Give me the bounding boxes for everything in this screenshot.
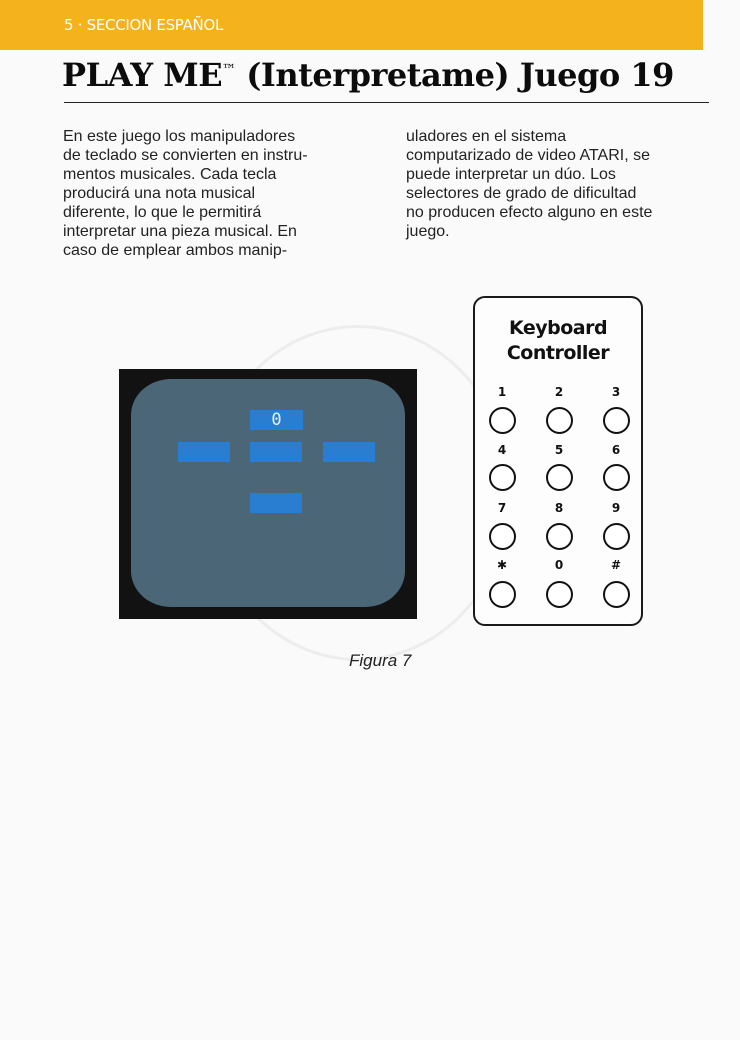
- note-digit: 0: [271, 410, 282, 430]
- text-line: En este juego los manipuladores: [63, 128, 296, 145]
- key-label: 4: [497, 443, 507, 457]
- key-label: 2: [554, 385, 564, 399]
- figure-caption: Figura 7: [349, 651, 412, 670]
- title-main: PLAY ME: [62, 56, 223, 94]
- text-line: computarizado de video ATARI, se: [406, 147, 650, 164]
- keypad-title-line1: Keyboard: [508, 317, 608, 339]
- text-column-left: [63, 127, 308, 260]
- key-label: 3: [611, 385, 621, 399]
- key-button: [489, 407, 516, 434]
- text-line: interpretar una pieza musical. En: [63, 223, 297, 240]
- note-block-bottom: [250, 493, 302, 513]
- key-button: [546, 407, 573, 434]
- key-button: [489, 523, 516, 550]
- note-block-left: [178, 442, 230, 462]
- note-block-top: [250, 410, 303, 430]
- text-line: selectores de grado de dificultad: [406, 185, 637, 202]
- text-line: de teclado se convierten en instru-: [63, 147, 308, 164]
- key-label: 9: [611, 501, 621, 515]
- page-title: [62, 56, 674, 94]
- key-button: [603, 523, 630, 550]
- section-label: 5 · SECCION ESPAÑOL: [64, 16, 224, 34]
- text-line: producirá una nota musical: [63, 185, 256, 202]
- trademark-symbol: ™: [222, 62, 236, 78]
- key-button: [546, 523, 573, 550]
- key-label: 7: [497, 501, 507, 515]
- keypad-title-line2: Controller: [506, 342, 610, 364]
- key-button: [546, 581, 573, 608]
- text-line: mentos musicales. Cada tecla: [63, 166, 277, 183]
- key-button: [546, 464, 573, 491]
- key-label: 8: [554, 501, 564, 515]
- key-label: ✱: [496, 558, 508, 572]
- keypad-title: [475, 316, 641, 366]
- text-line: puede interpretar un dúo. Los: [406, 166, 616, 183]
- tv-screen-figure: [119, 369, 417, 619]
- key-label: 0: [554, 558, 564, 572]
- note-block-right: [323, 442, 375, 462]
- key-button: [603, 407, 630, 434]
- key-label: 5: [554, 443, 564, 457]
- keyboard-controller: [473, 296, 643, 626]
- text-line: juego.: [406, 223, 450, 240]
- key-label: 1: [497, 385, 507, 399]
- key-button: [489, 464, 516, 491]
- tv-screen: [131, 379, 405, 607]
- key-button: [489, 581, 516, 608]
- key-label: #: [610, 558, 622, 572]
- title-rule: [64, 102, 709, 103]
- text-line: caso de emplear ambos manip-: [63, 242, 288, 259]
- key-button: [603, 464, 630, 491]
- key-label: 6: [611, 443, 621, 457]
- note-block-center: [250, 442, 302, 462]
- text-line: no producen efecto alguno en este: [406, 204, 653, 221]
- title-rest: (Interpretame) Juego 19: [235, 56, 674, 94]
- key-button: [603, 581, 630, 608]
- text-line: diferente, lo que le permitirá: [63, 204, 262, 221]
- text-column-right: [406, 127, 652, 241]
- text-line: uladores en el sistema: [406, 128, 567, 145]
